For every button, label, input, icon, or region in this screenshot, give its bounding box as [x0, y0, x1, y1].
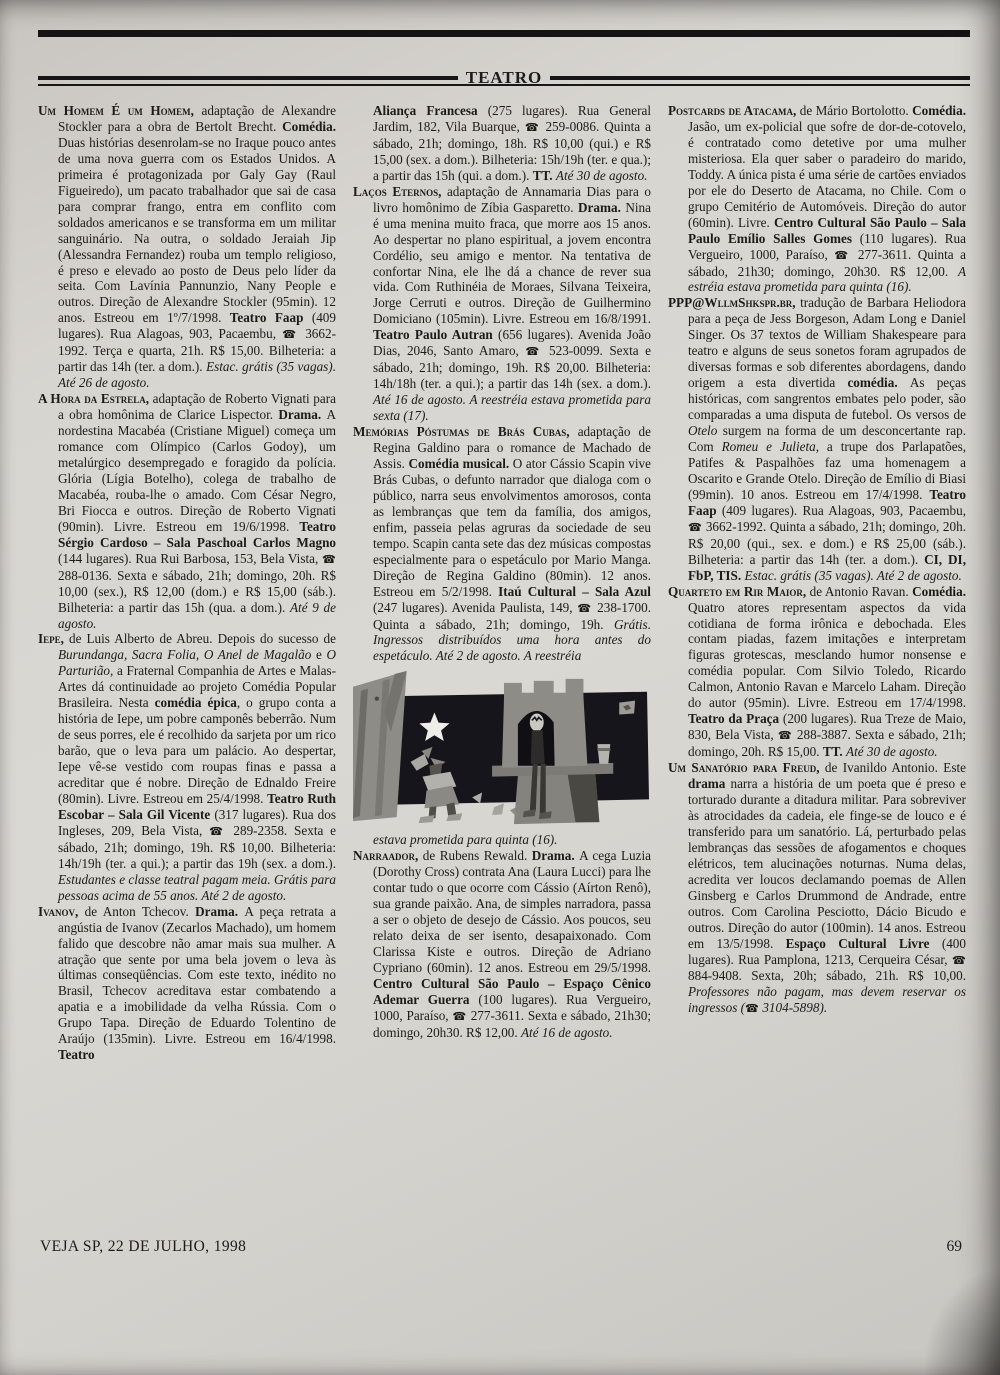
- text-run: de Ivanildo Antonio. Este: [819, 760, 966, 776]
- text-run: de Antonio Ravan.: [806, 583, 913, 599]
- text-run: As peças históricas, com sangrentos embates pelo poder, são comparadas a uma disputa de futebol. Os versos de: [688, 375, 966, 423]
- text-run: Quatro atores representam aspectos da vida cotidiana de forma irônica e debochada. Eles contam piadas, fazem imitações e interpretam figuras grotescas, mesclando humor nonsense e comédia popular. Com Silvio Toledo, Ricardo Calmon, Antonio Ravan e Marcelo Laham. Direção do autor (95min). Livre. Estreou em 17/4/1998.: [688, 599, 966, 711]
- listing-entry: [353, 184, 651, 424]
- bold-text: CI, DI, FbP, TIS.: [688, 551, 966, 583]
- bold-text: Comédia.: [282, 118, 336, 134]
- bold-text: Teatro Faap: [688, 486, 966, 518]
- bold-text: Centro Cultural São Paulo – Espaço Cênico Ademar Guerra: [373, 975, 651, 1007]
- listing-entry: [353, 848, 651, 1040]
- text-run: de Rubens Rewald.: [418, 848, 532, 864]
- listing-entry: [38, 103, 336, 391]
- italic-text: Estac. grátis (35 vagas). Até 2 de agosto.: [744, 567, 962, 583]
- entry-title: Iepe,: [38, 631, 64, 647]
- entry-title: Ivanov,: [38, 903, 79, 919]
- text-run: 238-1700. Quinta a sábado, 21h; domingo, 19h.: [373, 599, 651, 632]
- section-title: TEATRO: [465, 68, 543, 87]
- entry-title: Um Sanatório para Freud,: [668, 760, 820, 776]
- bold-text: Drama.: [578, 199, 626, 215]
- text-run: adaptação de Alexandre Stockler para a obra de Bertolt Brecht.: [58, 103, 336, 134]
- text-run: 3662-1992. Terça e quarta, 21h. R$ 15,00. Bilheteria: a partir das 14h (ter. a dom.).: [58, 326, 336, 375]
- phone-icon: ☎: [745, 1002, 760, 1016]
- bold-text: TT.: [822, 744, 847, 760]
- bold-text: Comédia.: [912, 583, 966, 599]
- bold-text: Aliança Francesa: [373, 103, 488, 118]
- italic-text: Otelo: [688, 423, 718, 439]
- bold-text: Comédia.: [912, 103, 966, 118]
- text-run: 277-3611. Sexta e sábado, 21h30; domingo, 20h30. R$ 12,00.: [373, 1007, 651, 1040]
- phone-icon: ☎: [577, 601, 593, 615]
- column-3: [668, 103, 966, 1245]
- bold-text: comédia.: [847, 375, 910, 391]
- bold-text: Teatro Faap: [229, 310, 312, 326]
- listing-entry: [38, 904, 336, 1064]
- header-rule-left: [38, 76, 458, 80]
- text-run: de Luis Alberto de Abreu. Depois do sucesso de: [63, 631, 336, 647]
- column-1: [38, 103, 336, 1245]
- text-run: adaptação de Regina Galdino para o romance de Machado de Assis.: [373, 424, 651, 471]
- entry-title: Memórias Póstumas de Brás Cubas,: [353, 424, 570, 440]
- text-run: (144 lugares). Rua Rui Barbosa, 153, Bela Vista,: [58, 550, 323, 566]
- listing-continuation: [353, 832, 651, 848]
- page-footer: [40, 1238, 962, 1256]
- text-run: a Fraternal Companhia de Artes e Malas-Artes dá continuidade ao projeto Comédia Popular Brasileira. Nesta: [58, 663, 336, 711]
- text-run: (200 lugares). Rua Treze de Maio, 830, Bela Vista,: [688, 711, 966, 743]
- bold-text: Drama.: [195, 903, 245, 919]
- listings-columns: [38, 103, 966, 1245]
- text-run: (656 lugares). Avenida João Dias, 2046, Santo Amaro,: [373, 327, 651, 359]
- italic-text: Até 9 de agosto.: [58, 599, 336, 631]
- listing-entry: [353, 424, 651, 664]
- phone-icon: ☎: [834, 248, 852, 262]
- listing-entry: [38, 631, 336, 903]
- text-run: 3662-1992. Quinta a sábado, 21h; domingo, 20h. R$ 20,00 (qui., sex. e dom.) e R$ 25,00 (sáb.). Bilheteria: a partir das 14h (ter. a dom.).: [688, 518, 966, 567]
- text-run: A nordestina Macabéa (Cristiane Miguel) começa um romance com Olímpico (Carlos Godoy), um metalúrgico desempregado e foragido da polícia. Glória (Lígia Botelho), colega de trabalho de Macabéa, rouba-lhe o amado. Com César Negro, Bri Fiocca e outros. Direção de Roberto Vignati (90min). Livre. Estreou em 19/6/1998.: [58, 407, 336, 534]
- text-run: (317 lugares). Rua dos Ingleses, 209, Bela Vista,: [58, 806, 336, 838]
- text-run: (275 lugares). Rua General Jardim, 182, Vila Buarque,: [373, 103, 651, 134]
- bold-text: Teatro: [58, 1047, 95, 1063]
- text-run: (100 lugares). Rua Vergueiro, 1000, Paraíso,: [373, 991, 651, 1023]
- text-run: A peça retrata a angústia de Ivanov (Zecarlos Machado), um homem falido que descobre não amar mais sua mulher. A atração que sente por uma bela jovem o leva às últimas conseqüências. Com este texto, inédito no Brasil, Tchecov acreditava estar combatendo a apatia e a imobilidade da velha Rússia. Com o Grupo Tapa. Direção de Eduardo Tolentino de Araújo (135min). Livre. Estreou em 16/4/1998.: [58, 903, 336, 1047]
- text-run: (247 lugares). Avenida Paulista, 149,: [373, 599, 578, 615]
- entry-title: A Hora da Estrela,: [38, 391, 150, 407]
- bold-text: Comédia musical.: [408, 455, 513, 471]
- stage-illustration-graphic: [353, 671, 651, 829]
- stage-illustration: [353, 671, 651, 829]
- entry-title: Quarteto em Rir Maior,: [668, 583, 807, 599]
- section-header: [38, 68, 970, 95]
- bold-text: Drama.: [531, 848, 580, 864]
- phone-icon: ☎: [282, 328, 300, 342]
- text-run: e: [311, 647, 327, 663]
- phone-icon: ☎: [524, 120, 541, 134]
- text-run: a trupe dos Parlapatões, Patifes & Paspalhões faz uma homenagem a Oscarito e Grande Otelo. Direção de Emílio di Biasi (99min). 10 anos. Estreou em 17/4/1998.: [688, 439, 966, 502]
- bold-text: drama: [688, 776, 726, 792]
- text-run: surgem na forma de um desconcertante rap. Com: [688, 423, 966, 455]
- phone-icon: ☎: [952, 953, 966, 967]
- text-run: de Anton Tchecov.: [78, 903, 196, 919]
- text-run: 288-3887. Sexta e sábado, 21h; domingo, 20h. R$ 15,00.: [688, 727, 966, 760]
- italic-text: Estac. grátis (35 vagas). Até 26 de agosto.: [58, 359, 336, 391]
- text-run: 884-9408. Sexta, 20h; sábado, 21h. R$ 10,00.: [688, 968, 966, 984]
- italic-text: Burundanga, Sacra Folia, O Anel de Magalão: [58, 647, 312, 663]
- text-run: Duas histórias desenrolam-se no Iraque pouco antes de uma nova guerra com os Estados Unidos. A primeira é protagonizada por Galy Gay (Raul Figueiredo), um pacato trabalhador que sai de casa para comprar frango, entra em conflito com soldados americanos e se transforma em um militar sanguinário. Na outra, o soldado Jeraiah Jip (Alessandra Fernandez) rouba um templo religioso, é preso e elevado ao posto de Deus pelo líder da seita. Com Lavínia Pannunzio, Nany People e outros. Direção de Alexandre Stockler (95min). 12 anos. Estreou em 1º/7/1998.: [58, 134, 336, 326]
- italic-text: Até 16 de agosto.: [521, 1024, 613, 1040]
- listing-entry: [668, 295, 966, 583]
- bold-text: Itaú Cultural – Sala Azul: [498, 583, 651, 599]
- text-run: tradução de Barbara Heliodora para a peça de Jess Borgeson, Adam Long e Daniel Singer. Os 37 textos de William Shakespeare para teatro e alguns de seus sonetos foram agrupados de diversas formas e sob diferentes abordagens, dando origem a esta divertida: [688, 295, 966, 391]
- bold-text: Teatro da Praça: [688, 711, 783, 727]
- italic-text: Romeu e Julieta,: [721, 439, 820, 455]
- italic-text: estava prometida para quinta (16).: [373, 832, 558, 848]
- italic-text: Professores não pagam, mas devem reservar os ingressos (: [688, 984, 966, 1016]
- phone-icon: ☎: [777, 729, 793, 743]
- bold-text: Espaço Cultural Livre: [785, 935, 942, 951]
- text-run: (409 lugares). Rua Alagoas, 903, Pacaembu,: [58, 310, 336, 342]
- text-run: de Mário Bortolotto.: [796, 103, 913, 118]
- phone-icon: ☎: [688, 520, 703, 534]
- italic-text: Até 30 de agosto.: [555, 167, 648, 183]
- text-run: O ator Cássio Scapin vive Brás Cubas, o defunto narrador que dialoga com o público, narra seus envolvimentos amorosos, conta as lembranças que tem da família, dos amigos, enfim, passeia pelas agruras da sociedade de seu tempo. Scapin canta sete das dez músicas compostas especialmente para o espetáculo por Mario Manga. Direção de Regina Galdino (80min). 12 anos. Estreou em 5/2/1998.: [373, 455, 651, 599]
- phone-icon: ☎: [452, 1009, 467, 1023]
- text-run: , o grupo conta a história de Iepe, um pobre camponês beberrão. Num de seus porres, ele é recolhido da sarjeta por um rico barão, que o leva para um palácio. Ao despertar, Iepe vê-se vestido com roupas finas e passa a acreditar que é nobre. Direção de Ednaldo Freire (80min). Livre. Estreou em 25/4/1998.: [58, 695, 336, 806]
- entry-title: Laços Eternos,: [353, 183, 442, 199]
- bold-text: comédia épica: [154, 695, 237, 711]
- italic-text: Até 16 de agosto. A reestréia estava prometida para sexta (17).: [373, 392, 651, 424]
- phone-icon: ☎: [209, 824, 227, 838]
- italic-text: Até 30 de agosto.: [846, 744, 938, 760]
- listing-entry: [668, 103, 966, 295]
- bold-text: Drama.: [278, 407, 327, 423]
- listing-entry: [668, 584, 966, 760]
- entry-title: Um Homem É um Homem,: [38, 103, 194, 118]
- text-run: (400 lugares). Rua Pamplona, 1213, Cerqueira César,: [688, 935, 966, 967]
- listing-entry: [668, 760, 966, 1017]
- header-rule-right: [550, 76, 970, 80]
- castle-tower: [502, 679, 587, 768]
- text-run: adaptação de Roberto Vignati para a obra homônima de Clarice Lispector.: [58, 391, 336, 423]
- entry-title: PPP@WllmShkspr.br,: [668, 295, 796, 311]
- text-run: Nina é uma menina muito fraca, que morre aos 15 anos. Ao despertar no plano espiritual, a jovem encontra Cordélio, seu amigo e mentor. Na tentativa de confortar Nina, ele lhe dá a chance de rever sua vida. Com Ruthinéia de Moraes, Silvana Teixeira, Jorge Cerruti e outros. Direção de Guilhermino Domiciano (105min). Livre. Estreou em 16/8/1991.: [373, 199, 651, 327]
- bold-text: Centro Cultural São Paulo – Sala Paulo Emílio Salles Gomes: [688, 214, 966, 246]
- italic-text: 3104-5898).: [759, 1000, 828, 1016]
- cup: [597, 744, 610, 764]
- phone-icon: ☎: [322, 552, 336, 566]
- bold-text: Teatro Paulo Autran: [373, 327, 499, 343]
- italic-text: Estudantes e classe teatral pagam meia. Grátis para pessoas acima de 55 anos. Até 2 de agosto.: [58, 871, 336, 903]
- page-number: 69: [946, 1238, 962, 1255]
- text-run: (409 lugares). Rua Alagoas, 903, Pacaembu,: [721, 502, 966, 518]
- issue-date: VEJA SP, 22 DE JULHO, 1998: [40, 1238, 247, 1255]
- column-2: [353, 103, 651, 1245]
- italic-text: Grátis. Ingressos distribuídos uma hora antes do espetáculo. Até 2 de agosto. A reestréia: [373, 616, 651, 664]
- italic-text: A estréia estava prometida para quinta (16).: [688, 263, 966, 295]
- text-run: Jasão, um ex-policial que sofre de dor-de-cotovelo, é contratado como detetive por uma mulher misteriosa. Ela quer saber o paradeiro do marido, Toddy. A única pista é uma série de cartões enviados por ele do Deserto de Atacama, no Chile. Com o grupo Cemitério de Automóveis. Direção do autor (60min). Livre.: [688, 118, 966, 230]
- bold-text: Teatro Ruth Escobar – Sala Gil Vicente: [58, 790, 336, 822]
- entry-title: Narraador,: [353, 848, 419, 864]
- italic-text: O Parturião,: [58, 647, 336, 679]
- text-run: 523-0099. Sexta e sábado, 21h; domingo, 19h. R$ 20,00. Bilheteria: 14h/18h (ter. a qui.); a partir das 14h (sex. a dom.).: [373, 343, 651, 392]
- entry-title: Postcards de Atacama,: [668, 103, 797, 118]
- top-rule: [38, 30, 970, 37]
- text-run: adaptação de Annamaria Dias para o livro homônimo de Zíbia Gasparetto.: [373, 183, 651, 215]
- listing-entry: [38, 391, 336, 631]
- phone-icon: ☎: [525, 345, 543, 359]
- bold-text: Teatro Sérgio Cardoso – Sala Paschoal Carlos Magno: [58, 518, 336, 550]
- listing-continuation: [353, 103, 651, 184]
- text-run: 259-0086. Quinta a sábado, 21h; domingo, 18h. R$ 10,00 (qui.) e R$ 15,00 (sex. a dom.). Bilheteria: 15h/19h (ter. e qua.); a partir das 15h (qui. a dom.).: [373, 118, 651, 183]
- text-run: 277-3611. Quinta a sábado, 21h30; domingo, 20h30. R$ 12,00.: [688, 246, 966, 279]
- text-run: A cega Luzia (Dorothy Cross) contrata Ana (Laura Lucci) para lhe contar tudo o que ocorre com Cássio (Aírton Renô), sua grande paixão. Ana, de simples narradora, passa a ser o objeto de desejo de Cássio. Aos poucos, seu relato deixa de ser isento, desapaixonado. Com Clarissa Kiste e outros. Direção de Adriano Cypriano (60min). 12 anos. Estreou em 29/5/1998.: [373, 848, 651, 975]
- bold-text: TT.: [532, 167, 556, 183]
- text-run: (110 lugares). Rua Vergueiro, 1000, Paraíso,: [688, 230, 966, 262]
- text-run: narra a história de um poeta que é preso e torturado durante a ditadura militar. Para sobreviver às atrocidades da cadeia, ele finge-se de louco e é transferido para um sanatório. Lá, perturbado pelas lembranças das sessões de afogamentos e choques elétricos, tem alucinações noturnas. Numa delas, acredita ver loucos declamando poemas de Allen Ginsberg e Carlos Drummond de Andrade, entre outros. Com Carolina Pesciotto, Dácio Bicudo e outros. Direção do autor (100min). 14 anos. Estreou em 13/5/1998.: [688, 776, 966, 951]
- text-run: 288-0136. Sexta e sábado, 21h; domingo, 20h. R$ 10,00 (sex.), R$ 12,00 (dom.) e R$ 15,00 (sáb.). Bilheteria: a partir das 15h (qua. a dom.).: [58, 567, 336, 615]
- text-run: 289-2358. Sexta e sábado, 21h; domingo, 19h. R$ 10,00. Bilheteria: 14h/19h (ter. a qui.); a partir das 19h (sex. a dom.).: [58, 822, 336, 871]
